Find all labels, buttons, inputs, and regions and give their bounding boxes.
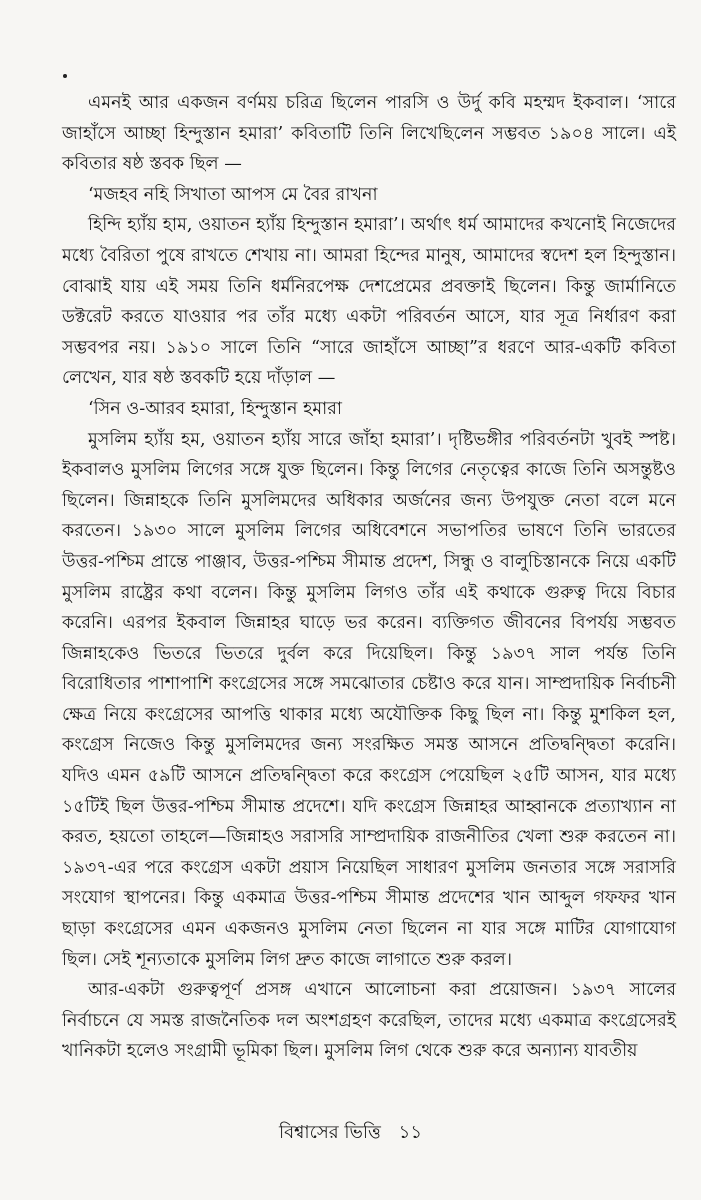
paragraph-2: হিন্দি হ্যাঁয় হাম, ওয়াতন হ্যাঁয় হিন্দুস্তান হমারা’। অর্থাৎ ধর্ম আমাদের কখনোই নিজেদের মধ্যে বৈরিতা পুষে রাখতে শেখায় না। আমরা হিন্দের মানুষ, আমাদের স্বদেশ হল হিন্দুস্তান। বোঝাই যায় এই সময় তিনি ধর্মনিরপেক্ষ দেশপ্রেমের প্রবক্তাই ছিলেন। কিন্তু জার্মানিতে ডক্টরেট করতে যাওয়ার পর তাঁর মধ্যে একটা পরিবর্তন আসে, যার সূত্র নির্ধারণ করা সম্ভবপর নয়। ১৯১০ সালে তিনি “সারে জাহাঁসে আচ্ছা”র ধরণে আর-একটি কবিতা লেখেন, যার ষষ্ঠ স্তবকটি হয়ে দাঁড়াল — xyxy=(62,215,676,389)
paragraph-4: আর-একটা গুরুত্বপূর্ণ প্রসঙ্গ এখানে আলোচনা করা প্রয়োজন। ১৯৩৭ সালের নির্বাচনে যে সমস্ত রাজনৈতিক দল অংশগ্রহণ করেছিল, তাদের মধ্যে একমাত্র কংগ্রেসেরই খানিকটা হলেও সংগ্রামী ভূমিকা ছিল। মুসলিম লিগ থেকে শুরু করে অন্যান্য যাবতীয় xyxy=(62,980,676,1062)
page-number: ১১ xyxy=(398,1122,423,1143)
paragraph-1: এমনই আর একজন বর্ণময় চরিত্র ছিলেন পারসি ও উর্দু কবি মহম্মদ ইকবাল। ‘সারে জাহাঁসে আচ্ছা হিন্দুস্তান হমারা’ কবিতাটি তিনি লিখেছিলেন সম্ভবত ১৯০৪ সালে। এই কবিতার ষষ্ঠ স্তবক ছিল — xyxy=(62,93,676,175)
page-footer xyxy=(0,1118,701,1149)
margin-dot xyxy=(63,74,67,78)
body-text xyxy=(62,88,676,1067)
verse-line-2: ‘সিন ও-আরব হমারা, হিন্দুস্তান হমারা xyxy=(88,398,343,419)
running-title: বিশ্বাসের ভিত্তি xyxy=(278,1122,381,1143)
verse-line-1: ‘মজহব নহি সিখাতা আপস মে বৈর রাখনা xyxy=(88,184,378,205)
paragraph-3: মুসলিম হ্যাঁয় হম, ওয়াতন হ্যাঁয় সারে জাঁহা হমারা’। দৃষ্টিভঙ্গীর পরিবর্তনটা খুবই স্পষ্ট। ইকবালও মুসলিম লিগের সঙ্গে যুক্ত ছিলেন। কিন্তু লিগের নেতৃত্বের কাজে তিনি অসন্তুষ্টও ছিলেন। জিন্নাহকে তিনি মুসলিমদের অধিকার অর্জনের জন্য উপযুক্ত নেতা বলে মনে করতেন। ১৯৩০ সালে মুসলিম লিগের অধিবেশনে সভাপতির ভাষণে তিনি ভারতের উত্তর-পশ্চিম প্রান্তে পাঞ্জাব, উত্তর-পশ্চিম সীমান্ত প্রদেশ, সিন্ধু ও বালুচিস্তানকে নিয়ে একটি মুসলিম রাষ্ট্রের কথা বলেন। কিন্তু মুসলিম লিগও তাঁর এই কথাকে গুরুত্ব দিয়ে বিচার করেনি। এরপর ইকবাল জিন্নাহর ঘাড়ে ভর করেন। ব্যক্তিগত জীবনের বিপর্যয় সম্ভবত জিন্নাহকেও ভিতরে ভিতরে দুর্বল করে দিয়েছিল। কিন্তু ১৯৩৭ সাল পর্যন্ত তিনি বিরোধিতার পাশাপাশি কংগ্রেসের সঙ্গে সমঝোতার চেষ্টাও করে যান। সাম্প্রদায়িক নির্বাচনী ক্ষেত্র নিয়ে কংগ্রেসের আপত্তি থাকার মধ্যে অযৌক্তিক কিছু ছিল না। কিন্তু মুশকিল হল, কংগ্রেস নিজেও কিন্তু মুসলিমদের জন্য সংরক্ষিত সমস্ত আসনে প্রতিদ্বন্দ্বিতা করেনি। যদিও এমন ৫৯টি আসনে প্রতিদ্বন্দ্বিতা করে কংগ্রেস পেয়েছিল ২৫টি আসন, যার মধ্যে ১৫টিই ছিল উত্তর-পশ্চিম সীমান্ত প্রদেশে। যদি কংগ্রেস জিন্নাহর আহ্বানকে প্রত্যাখ্যান না করত, হয়তো তাহলে—জিন্নাহও সরাসরি সাম্প্রদায়িক রাজনীতির খেলা শুরু করতেন না। ১৯৩৭-এর পরে কংগ্রেস একটা প্রয়াস নিয়েছিল সাধারণ মুসলিম জনতার সঙ্গে সরাসরি সংযোগ স্থাপনের। কিন্তু একমাত্র উত্তর-পশ্চিম সীমান্ত প্রদেশের খান আব্দুল গফফর খান ছাড়া কংগ্রেসের এমন একজনও মুসলিম নেতা ছিলেন না যার সঙ্গে মাটির যোগাযোগ ছিল। সেই শূন্যতাকে মুসলিম লিগ দ্রুত কাজে লাগাতে শুরু করল। xyxy=(62,429,676,970)
